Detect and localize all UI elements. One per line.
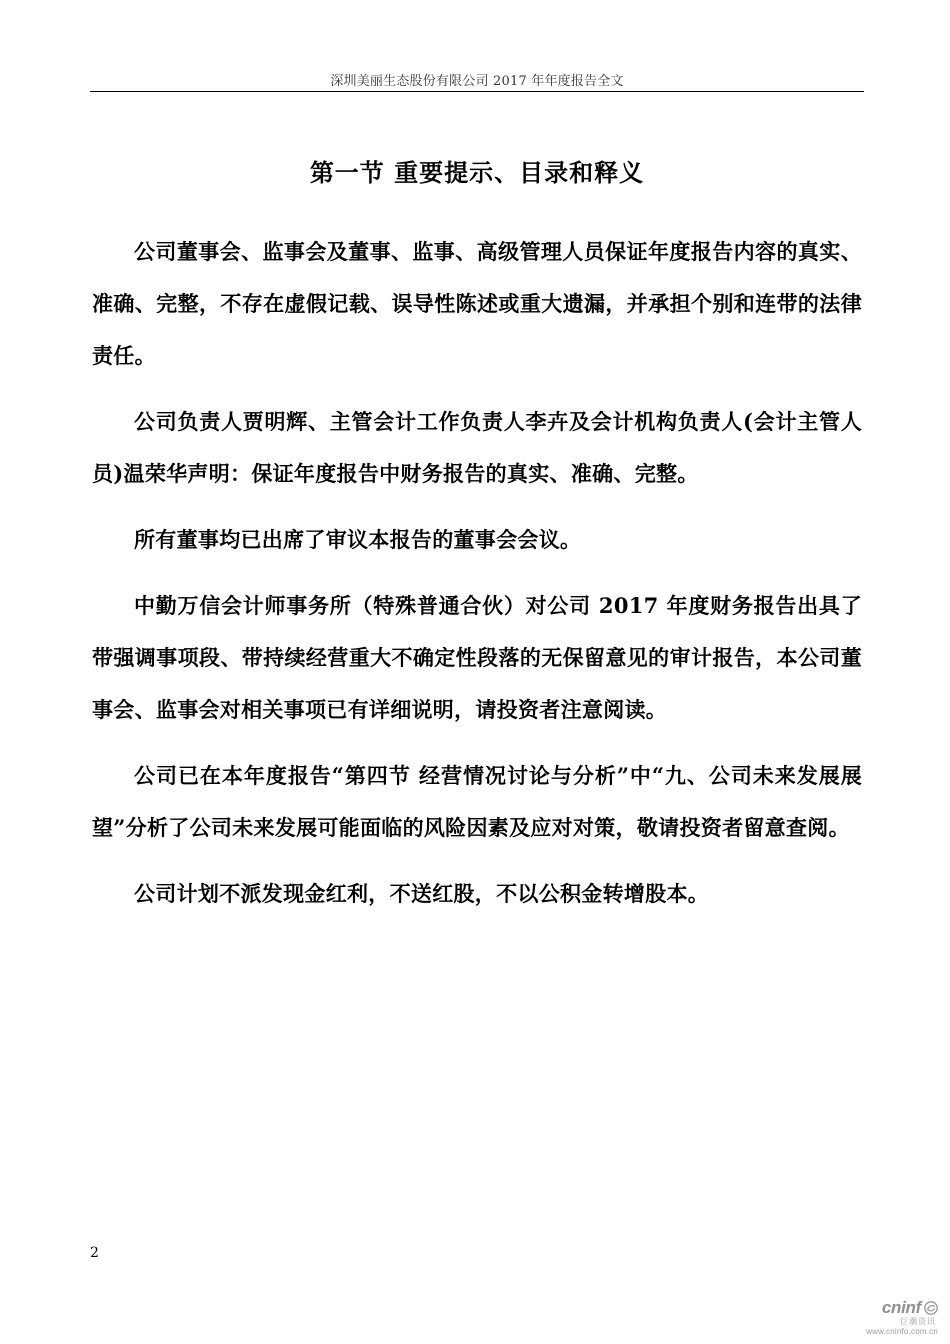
section-title: 第一节 重要提示、目录和释义: [309, 158, 645, 187]
cninfo-swirl-logo-icon: [924, 1301, 938, 1315]
page-number: 2: [90, 1245, 99, 1261]
paragraph-responsibility-statement: 公司董事会、监事会及董事、监事、高级管理人员保证年度报告内容的真实、准确、完整，不存在虚假记载、误导性陈述或重大遗漏，并承担个别和连带的法律责任。: [92, 239, 862, 368]
header-rule: [90, 91, 864, 92]
paragraph-financial-declaration: 公司负责人贾明辉、主管会计工作负责人李卉及会计机构负责人(会计主管人员)温荣华声明：保证年度报告中财务报告的真实、准确、完整。: [92, 409, 862, 486]
paragraph-audit-opinion: 中勤万信会计师事务所（特殊普通合伙）对公司 2017 年度财务报告出具了带强调事项段、带持续经营重大不确定性段落的无保留意见的审计报告，本公司董事会、监事会对相关事项已有详细说明，请投资者注意阅读。: [92, 593, 862, 722]
watermark-logo-row: [842, 1298, 938, 1318]
document-body: [92, 226, 862, 934]
watermark-brand: cninf: [881, 1298, 921, 1317]
paragraph-board-attendance: 所有董事均已出席了审议本报告的董事会会议。: [134, 527, 582, 552]
watermark-site: www.cninfo.com.cn: [866, 1327, 938, 1336]
paragraph-dividend-plan: 公司计划不派发现金红利，不送红股，不以公积金转增股本。: [134, 881, 710, 906]
watermark-brand-cn: 巨潮资讯: [900, 1317, 936, 1326]
cninfo-watermark: [842, 1298, 938, 1336]
running-header: 深圳美丽生态股份有限公司 2017 年年度报告全文: [330, 74, 624, 89]
paragraph-risk-notice: 公司已在本年度报告“第四节 经营情况讨论与分析”中“九、公司未来发展展望”分析了公司未来发展可能面临的风险因素及应对对策，敬请投资者留意查阅。: [92, 763, 862, 840]
